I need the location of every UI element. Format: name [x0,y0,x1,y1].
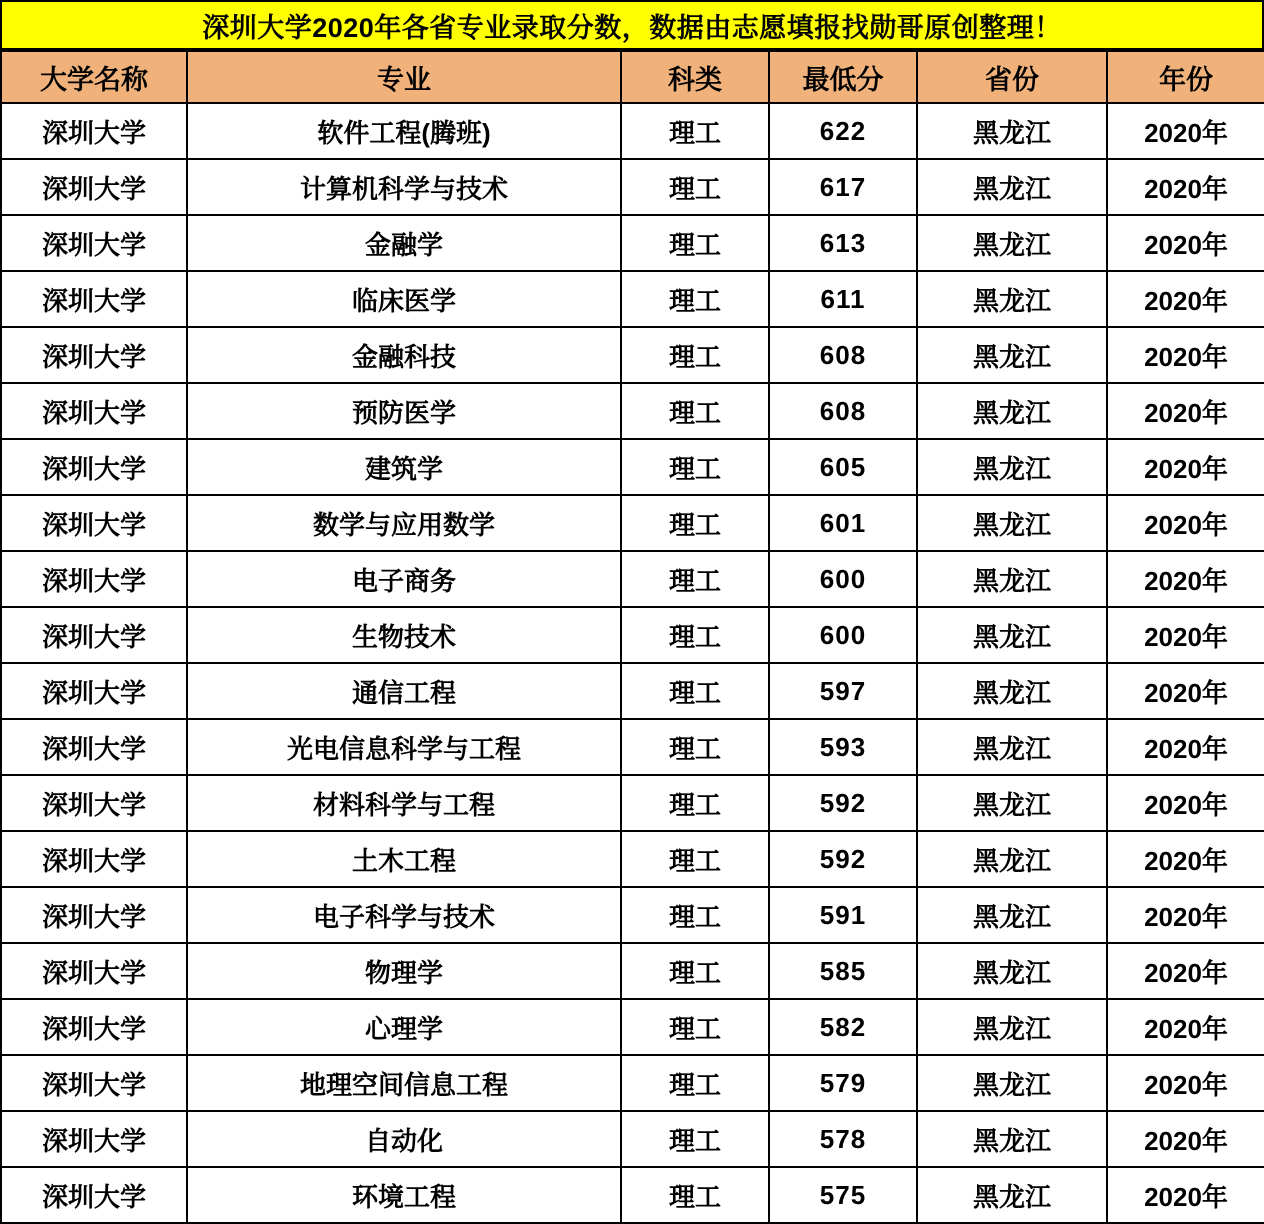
cell-year: 2020年 [1107,887,1264,943]
cell-min-score: 600 [769,607,917,663]
table-header [1,51,1264,103]
cell-university: 深圳大学 [1,551,187,607]
cell-category: 理工 [621,495,769,551]
cell-university: 深圳大学 [1,327,187,383]
cell-year: 2020年 [1107,775,1264,831]
cell-university: 深圳大学 [1,215,187,271]
cell-province: 黑龙江 [917,439,1107,495]
cell-major: 生物技术 [187,607,621,663]
cell-province: 黑龙江 [917,103,1107,159]
cell-university: 深圳大学 [1,831,187,887]
cell-province: 黑龙江 [917,271,1107,327]
cell-min-score: 601 [769,495,917,551]
cell-university: 深圳大学 [1,1055,187,1111]
column-header-province: 省份 [917,51,1107,103]
cell-category: 理工 [621,439,769,495]
cell-major: 电子科学与技术 [187,887,621,943]
cell-major: 金融科技 [187,327,621,383]
table-row [1,439,1264,495]
cell-min-score: 593 [769,719,917,775]
cell-year: 2020年 [1107,159,1264,215]
table-row [1,607,1264,663]
cell-university: 深圳大学 [1,495,187,551]
table-row [1,1055,1264,1111]
cell-min-score: 592 [769,831,917,887]
cell-major: 金融学 [187,215,621,271]
cell-min-score: 605 [769,439,917,495]
cell-major: 预防医学 [187,383,621,439]
table-row [1,1167,1264,1223]
cell-category: 理工 [621,607,769,663]
table-row [1,159,1264,215]
cell-category: 理工 [621,159,769,215]
cell-year: 2020年 [1107,1055,1264,1111]
cell-university: 深圳大学 [1,607,187,663]
cell-year: 2020年 [1107,439,1264,495]
cell-university: 深圳大学 [1,719,187,775]
cell-province: 黑龙江 [917,1055,1107,1111]
cell-major: 软件工程(腾班) [187,103,621,159]
cell-province: 黑龙江 [917,1167,1107,1223]
cell-min-score: 622 [769,103,917,159]
table-row [1,495,1264,551]
cell-year: 2020年 [1107,831,1264,887]
cell-province: 黑龙江 [917,159,1107,215]
cell-year: 2020年 [1107,663,1264,719]
cell-major: 临床医学 [187,271,621,327]
cell-category: 理工 [621,719,769,775]
table-row [1,943,1264,999]
cell-category: 理工 [621,999,769,1055]
cell-category: 理工 [621,775,769,831]
column-header-min-score: 最低分 [769,51,917,103]
table-row [1,103,1264,159]
cell-category: 理工 [621,1055,769,1111]
column-header-year: 年份 [1107,51,1264,103]
cell-category: 理工 [621,327,769,383]
cell-min-score: 613 [769,215,917,271]
cell-major: 材料科学与工程 [187,775,621,831]
cell-min-score: 611 [769,271,917,327]
cell-year: 2020年 [1107,719,1264,775]
cell-university: 深圳大学 [1,103,187,159]
cell-category: 理工 [621,103,769,159]
cell-province: 黑龙江 [917,719,1107,775]
cell-min-score: 600 [769,551,917,607]
page-title: 深圳大学2020年各省专业录取分数，数据由志愿填报找勋哥原创整理！ [202,12,1062,43]
header-row [1,51,1264,103]
cell-province: 黑龙江 [917,495,1107,551]
cell-min-score: 575 [769,1167,917,1223]
cell-major: 土木工程 [187,831,621,887]
cell-category: 理工 [621,1167,769,1223]
cell-university: 深圳大学 [1,999,187,1055]
cell-year: 2020年 [1107,271,1264,327]
table-row [1,831,1264,887]
cell-major: 心理学 [187,999,621,1055]
cell-province: 黑龙江 [917,327,1107,383]
cell-university: 深圳大学 [1,943,187,999]
cell-university: 深圳大学 [1,271,187,327]
cell-min-score: 578 [769,1111,917,1167]
cell-year: 2020年 [1107,1111,1264,1167]
cell-university: 深圳大学 [1,383,187,439]
cell-major: 电子商务 [187,551,621,607]
cell-min-score: 591 [769,887,917,943]
cell-province: 黑龙江 [917,775,1107,831]
cell-min-score: 597 [769,663,917,719]
cell-min-score: 608 [769,383,917,439]
cell-province: 黑龙江 [917,831,1107,887]
cell-year: 2020年 [1107,607,1264,663]
cell-university: 深圳大学 [1,439,187,495]
cell-province: 黑龙江 [917,663,1107,719]
cell-major: 通信工程 [187,663,621,719]
cell-major: 数学与应用数学 [187,495,621,551]
cell-category: 理工 [621,383,769,439]
cell-university: 深圳大学 [1,775,187,831]
table-row [1,719,1264,775]
cell-year: 2020年 [1107,103,1264,159]
cell-category: 理工 [621,887,769,943]
cell-min-score: 617 [769,159,917,215]
cell-province: 黑龙江 [917,1111,1107,1167]
cell-year: 2020年 [1107,215,1264,271]
cell-category: 理工 [621,663,769,719]
cell-min-score: 592 [769,775,917,831]
cell-category: 理工 [621,551,769,607]
cell-category: 理工 [621,1111,769,1167]
table-row [1,383,1264,439]
cell-min-score: 608 [769,327,917,383]
column-header-university: 大学名称 [1,51,187,103]
cell-major: 物理学 [187,943,621,999]
cell-university: 深圳大学 [1,1111,187,1167]
cell-major: 地理空间信息工程 [187,1055,621,1111]
cell-min-score: 582 [769,999,917,1055]
cell-province: 黑龙江 [917,943,1107,999]
cell-year: 2020年 [1107,327,1264,383]
table-row [1,271,1264,327]
cell-university: 深圳大学 [1,1167,187,1223]
cell-major: 光电信息科学与工程 [187,719,621,775]
cell-major: 环境工程 [187,1167,621,1223]
cell-year: 2020年 [1107,999,1264,1055]
cell-category: 理工 [621,271,769,327]
table-body [1,103,1264,1223]
table-row [1,775,1264,831]
cell-category: 理工 [621,215,769,271]
table-row [1,999,1264,1055]
column-header-major: 专业 [187,51,621,103]
cell-province: 黑龙江 [917,551,1107,607]
cell-min-score: 579 [769,1055,917,1111]
cell-province: 黑龙江 [917,383,1107,439]
cell-province: 黑龙江 [917,215,1107,271]
cell-min-score: 585 [769,943,917,999]
cell-major: 计算机科学与技术 [187,159,621,215]
table-row [1,551,1264,607]
table-row [1,215,1264,271]
table-row [1,887,1264,943]
cell-university: 深圳大学 [1,663,187,719]
column-header-category: 科类 [621,51,769,103]
cell-year: 2020年 [1107,383,1264,439]
cell-province: 黑龙江 [917,607,1107,663]
cell-province: 黑龙江 [917,887,1107,943]
admission-score-table [0,50,1264,1224]
cell-year: 2020年 [1107,1167,1264,1223]
cell-university: 深圳大学 [1,159,187,215]
cell-category: 理工 [621,831,769,887]
cell-year: 2020年 [1107,551,1264,607]
cell-province: 黑龙江 [917,999,1107,1055]
table-row [1,1111,1264,1167]
table-row [1,327,1264,383]
cell-university: 深圳大学 [1,887,187,943]
cell-year: 2020年 [1107,943,1264,999]
cell-category: 理工 [621,943,769,999]
cell-year: 2020年 [1107,495,1264,551]
table-row [1,663,1264,719]
cell-major: 建筑学 [187,439,621,495]
cell-major: 自动化 [187,1111,621,1167]
title-banner [0,0,1264,50]
